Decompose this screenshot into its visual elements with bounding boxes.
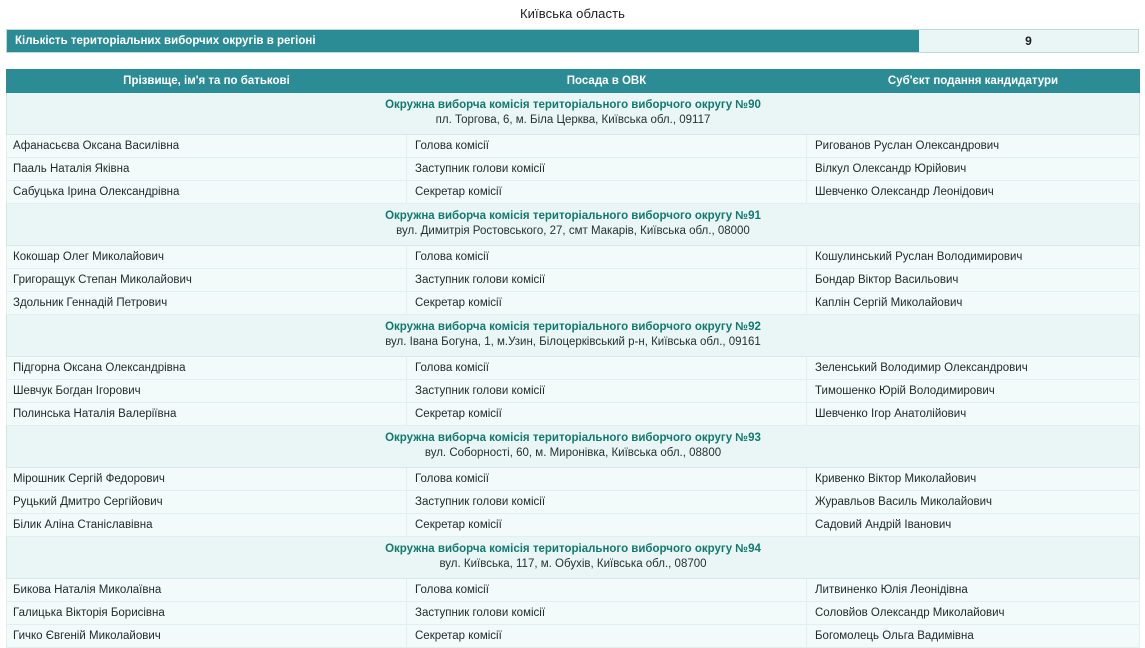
district-title: Окружна виборча комісія територіального виборчого округу №90 (385, 99, 761, 111)
member-role: Голова комісії (407, 357, 807, 380)
table-row (7, 625, 1140, 648)
table-header (7, 70, 1140, 93)
member-role: Заступник голови комісії (407, 269, 807, 292)
district-title: Окружна виборча комісія територіального виборчого округу №94 (385, 543, 761, 555)
page-title: Київська область (519, 6, 626, 21)
member-name: Бикова Наталія Миколаївна (7, 579, 407, 602)
spacer (0, 53, 1145, 69)
member-name: Мірошник Сергій Федорович (7, 468, 407, 491)
district-title: Окружна виборча комісія територіального виборчого округу №91 (385, 210, 761, 222)
member-subject: Кривенко Віктор Миколайович (807, 468, 1140, 491)
member-subject: Богомолець Ольга Вадимівна (807, 625, 1140, 648)
member-subject: Тимошенко Юрій Володимирович (807, 380, 1140, 403)
member-subject: Шевченко Олександр Леонідович (807, 181, 1140, 204)
member-name: Шевчук Богдан Ігорович (7, 380, 407, 403)
table-row (7, 491, 1140, 514)
member-subject: Каплін Сергій Миколайович (807, 292, 1140, 315)
column-header-role: Посада в ОВК (407, 70, 807, 93)
table-row (7, 181, 1140, 204)
table-row (7, 135, 1140, 158)
district-row (7, 426, 1140, 468)
table-header-row (7, 70, 1140, 93)
member-role: Голова комісії (407, 246, 807, 269)
member-subject: Соловйов Олександр Миколайович (807, 602, 1140, 625)
member-name: Гичко Євгеній Миколайович (7, 625, 407, 648)
summary-label: Кількість територіальних виборчих округів в регіоні (7, 30, 919, 52)
summary-bar (6, 29, 1139, 53)
table-row (7, 602, 1140, 625)
member-role: Заступник голови комісії (407, 158, 807, 181)
member-role: Секретар комісії (407, 292, 807, 315)
district-address: вул. Димитрія Ростовського, 27, смт Макарів, Київська обл., 08000 (396, 225, 750, 237)
member-subject: Вілкул Олександр Юрійович (807, 158, 1140, 181)
member-name: Підгорна Оксана Олександрівна (7, 357, 407, 380)
table-row (7, 514, 1140, 537)
member-role: Заступник голови комісії (407, 602, 807, 625)
district-cell (7, 93, 1140, 135)
member-role: Секретар комісії (407, 625, 807, 648)
table-row (7, 468, 1140, 491)
member-subject: Журавльов Василь Миколайович (807, 491, 1140, 514)
district-title: Окружна виборча комісія територіального виборчого округу №92 (385, 321, 761, 333)
district-row (7, 537, 1140, 579)
district-cell (7, 315, 1140, 357)
member-name: Григоращук Степан Миколайович (7, 269, 407, 292)
member-subject: Зеленський Володимир Олександрович (807, 357, 1140, 380)
district-title: Окружна виборча комісія територіального виборчого округу №93 (385, 432, 761, 444)
district-row (7, 315, 1140, 357)
table-row (7, 403, 1140, 426)
district-address: пл. Торгова, 6, м. Біла Церква, Київська обл., 09117 (435, 114, 711, 126)
table-row (7, 579, 1140, 602)
member-name: Руцький Дмитро Сергійович (7, 491, 407, 514)
member-role: Голова комісії (407, 579, 807, 602)
column-header-subject: Суб'єкт подання кандидатури (807, 70, 1140, 93)
table-row (7, 292, 1140, 315)
table-row (7, 158, 1140, 181)
member-name: Афанасьєва Оксана Василівна (7, 135, 407, 158)
member-role: Секретар комісії (407, 181, 807, 204)
member-name: Пааль Наталія Яківна (7, 158, 407, 181)
member-subject: Ригованов Руслан Олександрович (807, 135, 1140, 158)
district-address: вул. Івана Богуна, 1, м.Узин, Білоцерківський р-н, Київська обл., 09161 (385, 336, 761, 348)
district-address: вул. Соборності, 60, м. Миронівка, Київська обл., 08800 (424, 447, 722, 459)
member-role: Голова комісії (407, 468, 807, 491)
column-header-name: Прізвище, ім'я та по батькові (7, 70, 407, 93)
member-name: Сабуцька Ірина Олександрівна (7, 181, 407, 204)
table-row (7, 246, 1140, 269)
member-subject: Бондар Віктор Васильович (807, 269, 1140, 292)
table-row (7, 380, 1140, 403)
district-row (7, 204, 1140, 246)
member-role: Заступник голови комісії (407, 491, 807, 514)
table-row (7, 269, 1140, 292)
member-subject: Литвиненко Юлія Леонідівна (807, 579, 1140, 602)
member-name: Полинська Наталія Валеріївна (7, 403, 407, 426)
member-name: Здольник Геннадій Петрович (7, 292, 407, 315)
district-cell (7, 537, 1140, 579)
summary-value: 9 (919, 30, 1138, 52)
member-subject: Шевченко Ігор Анатолійович (807, 403, 1140, 426)
member-name: Кокошар Олег Миколайович (7, 246, 407, 269)
district-row (7, 93, 1140, 135)
table-row (7, 357, 1140, 380)
member-role: Голова комісії (407, 135, 807, 158)
member-role: Секретар комісії (407, 403, 807, 426)
table-body (7, 93, 1140, 648)
member-subject: Кошулинський Руслан Володимирович (807, 246, 1140, 269)
member-subject: Садовий Андрій Іванович (807, 514, 1140, 537)
commissions-table (6, 69, 1140, 648)
district-cell (7, 204, 1140, 246)
district-address: вул. Київська, 117, м. Обухів, Київська обл., 08700 (439, 558, 707, 570)
member-name: Галицька Вікторія Борисівна (7, 602, 407, 625)
member-role: Заступник голови комісії (407, 380, 807, 403)
district-cell (7, 426, 1140, 468)
member-role: Секретар комісії (407, 514, 807, 537)
member-name: Білик Аліна Станіславівна (7, 514, 407, 537)
